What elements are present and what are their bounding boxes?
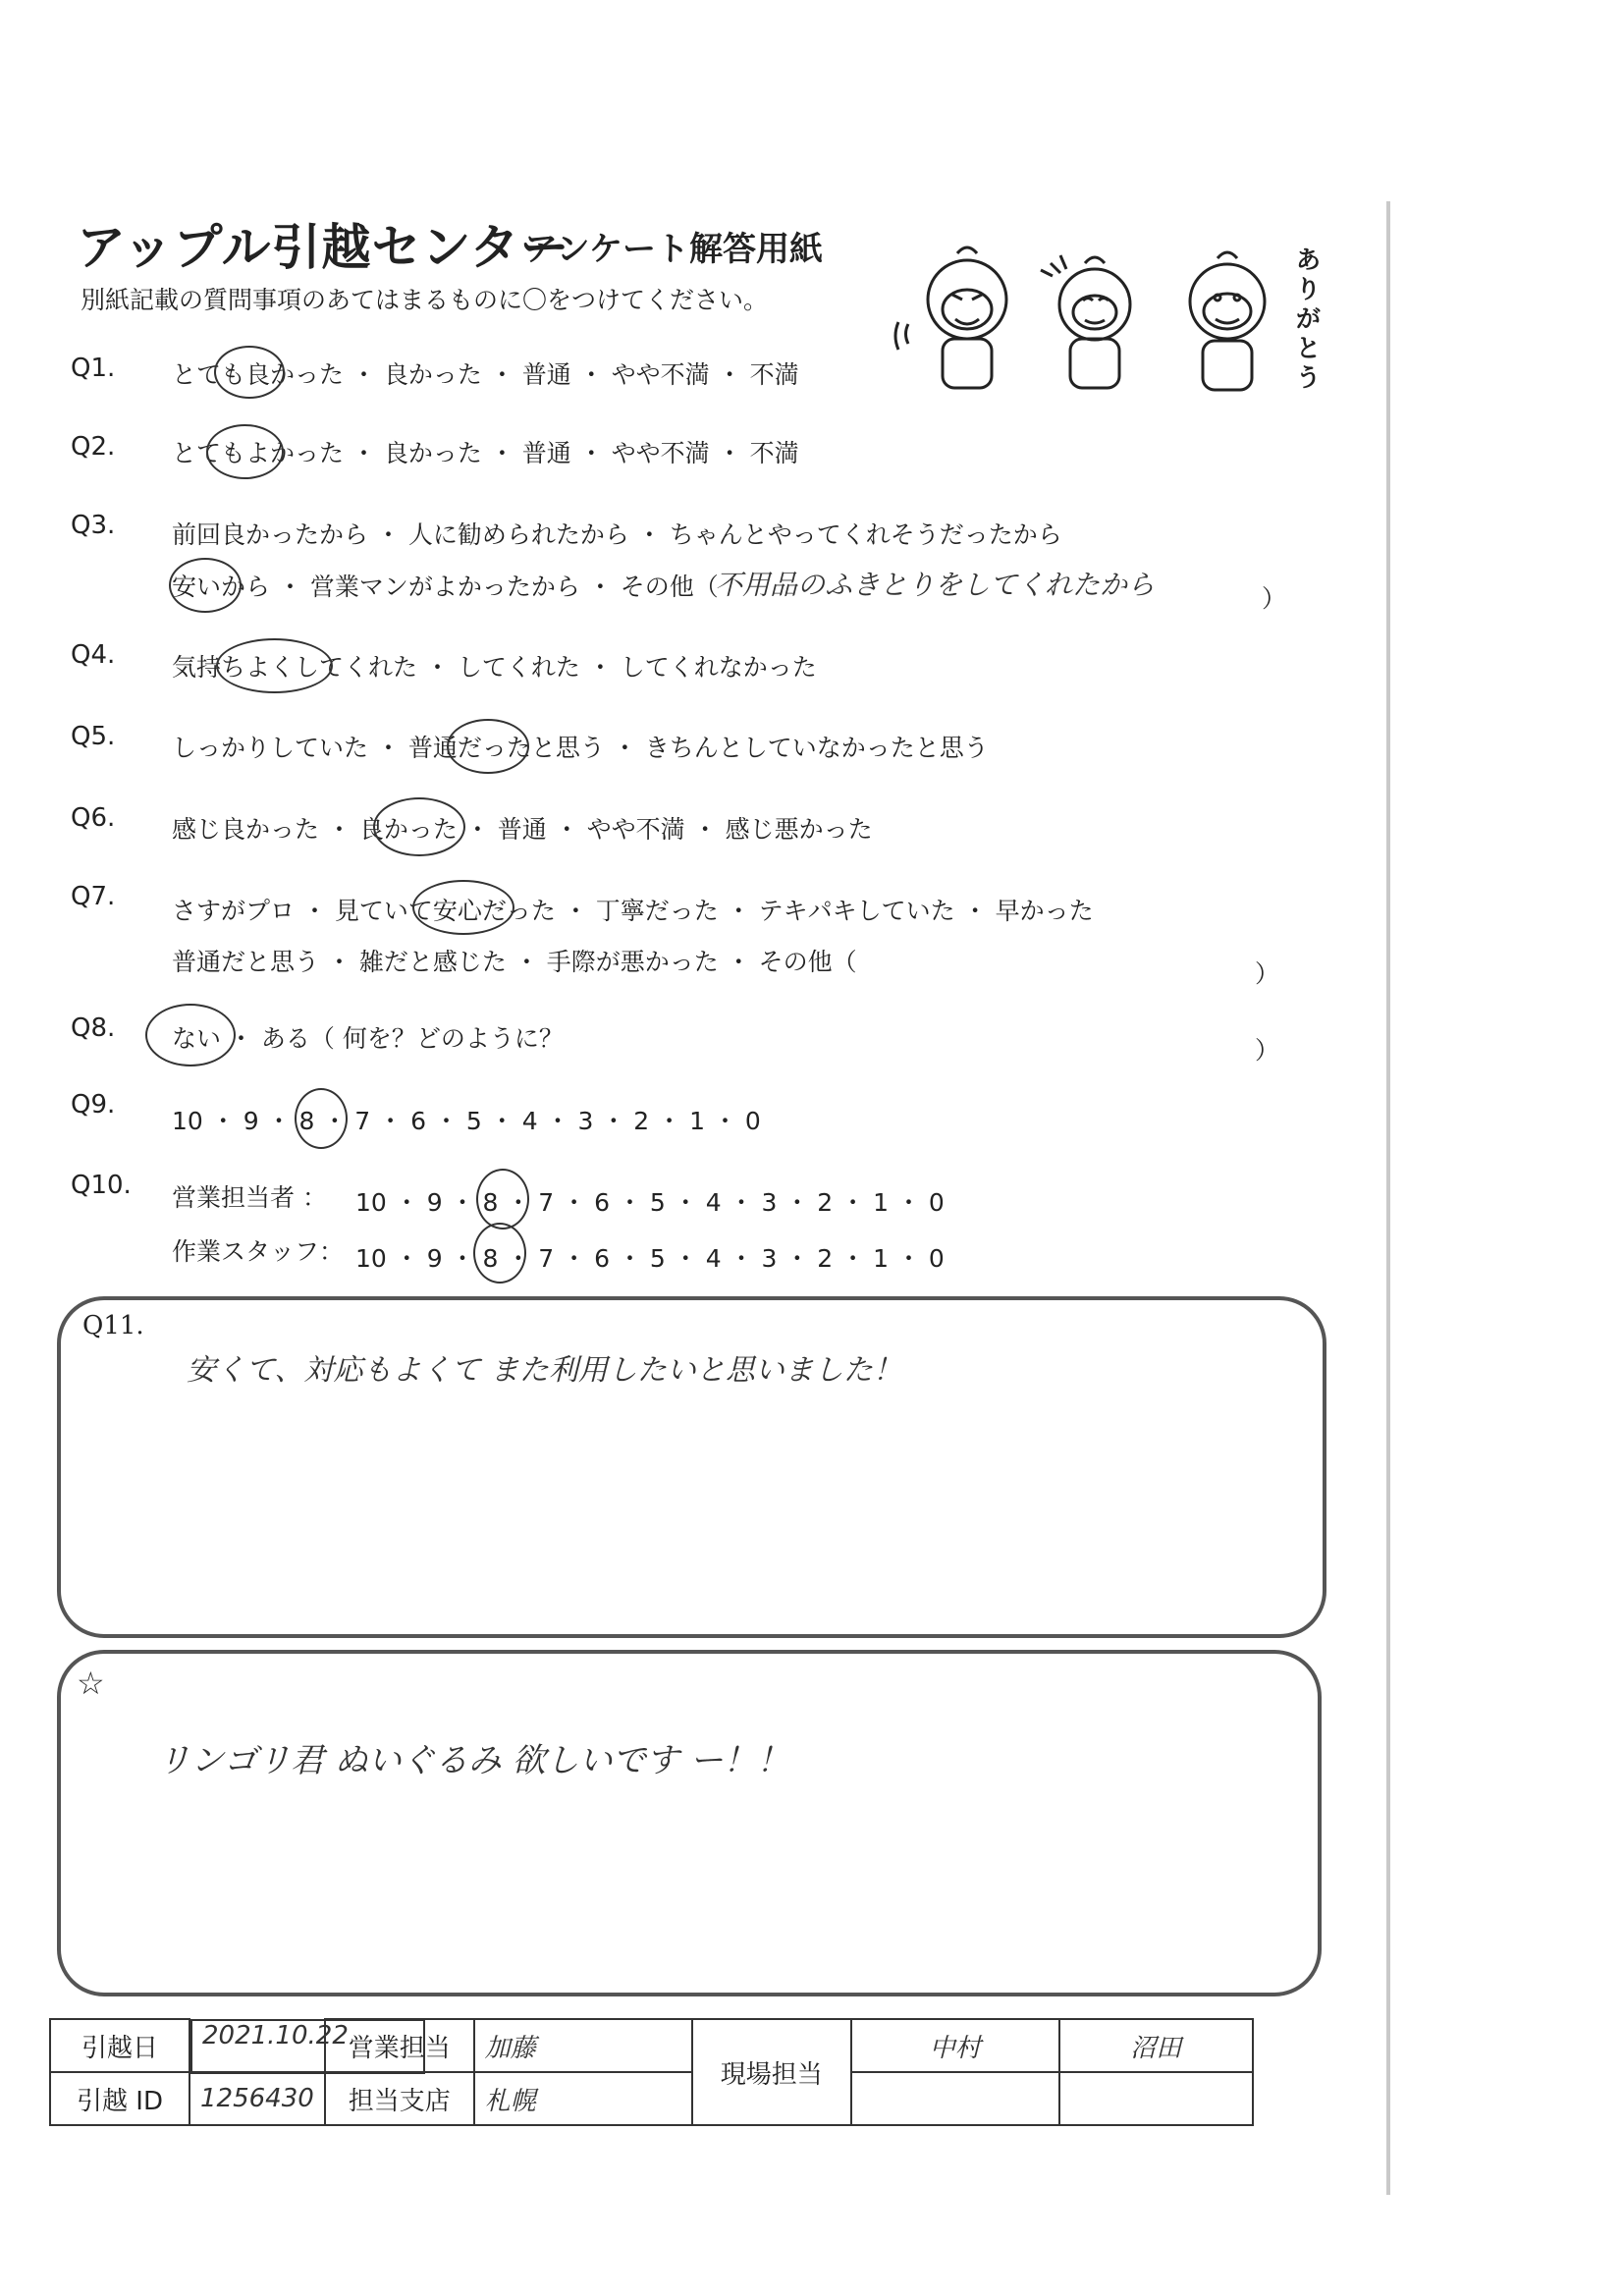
q5-label: Q5. [71,722,116,751]
site-staff-2: 沼田 [1059,2019,1253,2072]
q7-label: Q7. [71,882,116,911]
q11-label: Q11. [82,1311,144,1340]
q10-label: Q10. [71,1171,132,1200]
q10-sales-answer-circle [476,1169,529,1230]
monkey-mascot-icon [874,236,1306,403]
q2-label: Q2. [71,432,116,462]
q6-options: 感じ良かった ・ 良かった ・ 普通 ・ やや不満 ・ 感じ悪かった [172,815,873,844]
branch-label: 担当支店 [325,2072,474,2125]
comment-box [57,1650,1322,1996]
form-subtitle: アンケート解答用紙 [524,230,823,269]
q10-sales-scale: 10 ・ 9 ・ 8 ・ 7 ・ 6 ・ 5 ・ 4 ・ 3 ・ 2 ・ 1 ・ 0 [355,1188,945,1217]
q5-answer-circle [447,719,529,774]
q8-label: Q8. [71,1013,116,1043]
q3-close-paren: ） [1262,584,1287,613]
q3-other-answer: 不用品のふきとりをしてくれたから [715,569,1156,601]
q10-staff-answer-circle [473,1223,526,1284]
site-staff-label: 現場担当 [692,2019,851,2125]
q1-label: Q1. [71,354,116,383]
instruction-text: 別紙記載の質問事項のあてはまるものに〇をつけてください。 [81,286,769,314]
q2-answer-circle [206,424,284,479]
q9-scale: 10 ・ 9 ・ 8 ・ 7 ・ 6 ・ 5 ・ 4 ・ 3 ・ 2 ・ 1 ・ 0 [172,1107,761,1135]
branch-value: 札幌 [474,2072,692,2125]
site-staff-1: 中村 [851,2019,1059,2072]
q7-answer-circle [412,880,514,935]
q4-label: Q4. [71,640,116,670]
q6-label: Q6. [71,803,116,833]
q3-label: Q3. [71,511,116,540]
q1-answer-circle [214,346,285,399]
q4-options: 気持ちよくしてくれた ・ してくれた ・ してくれなかった [172,653,817,682]
sales-value: 加藤 [474,2019,692,2072]
move-info-table [49,2018,1254,2126]
move-date-value: 2021.10.22 [190,2019,425,2074]
q10-staff-scale: 10 ・ 9 ・ 8 ・ 7 ・ 6 ・ 5 ・ 4 ・ 3 ・ 2 ・ 1 ・ 0 [355,1244,945,1273]
q3-options-line2: 安いから ・ 営業マンがよかったから ・ その他（ [172,573,719,601]
move-id-label: 引越 ID [50,2072,189,2125]
move-date-label: 引越日 [50,2019,189,2072]
star-icon: ☆ [77,1665,105,1702]
q10-sales-label: 営業担当者 ： [172,1183,327,1212]
sales-label: 営業担当 [325,2019,474,2072]
q6-answer-circle [373,797,465,856]
q7-options-line1: さすがプロ ・ 見ていて安心だった ・ 丁寧だった ・ テキパキしていた ・ 早かった [172,897,1094,925]
page-edge-shadow [1386,201,1390,2195]
q9-answer-circle [295,1088,348,1149]
q7-options-line2: 普通だと思う ・ 雑だと感じた ・ 手際が悪かった ・ その他（ [172,948,857,976]
q5-options: しっかりしていた ・ 普通だったと思う ・ きちんとしていなかったと思う [172,734,989,762]
q3-answer-circle [169,558,242,613]
q10-staff-label: 作業スタッフ： [172,1237,345,1266]
q11-answer-text: 安くて、対応もよくて また利用したいと思いました！ [187,1353,902,1388]
q2-options: とてもよかった ・ 良かった ・ 普通 ・ やや不満 ・ 不満 [172,439,799,467]
q4-answer-circle [216,638,333,693]
q8-options: ない ・ ある（ 何を？どのように？ [172,1024,564,1053]
q1-options: とても良かった ・ 良かった ・ 普通 ・ やや不満 ・ 不満 [172,360,799,389]
site-staff-empty-2 [1059,2072,1253,2125]
company-title: アップル引越センター [77,219,570,276]
move-id-value: 1256430 [189,2072,325,2125]
comment-answer-text: リンゴリ君 ぬいぐるみ 欲しいです ー！！ [157,1741,790,1780]
thanks-text: ありがとう [1296,246,1322,392]
site-staff-empty-1 [851,2072,1059,2125]
q7-close-paren: ） [1255,959,1280,988]
q8-close-paren: ） [1255,1036,1280,1065]
q3-options-line1: 前回良かったから ・ 人に勧められたから ・ ちゃんとやってくれそうだったから [172,520,1062,549]
q9-label: Q9. [71,1090,116,1120]
q8-answer-circle [145,1004,236,1066]
